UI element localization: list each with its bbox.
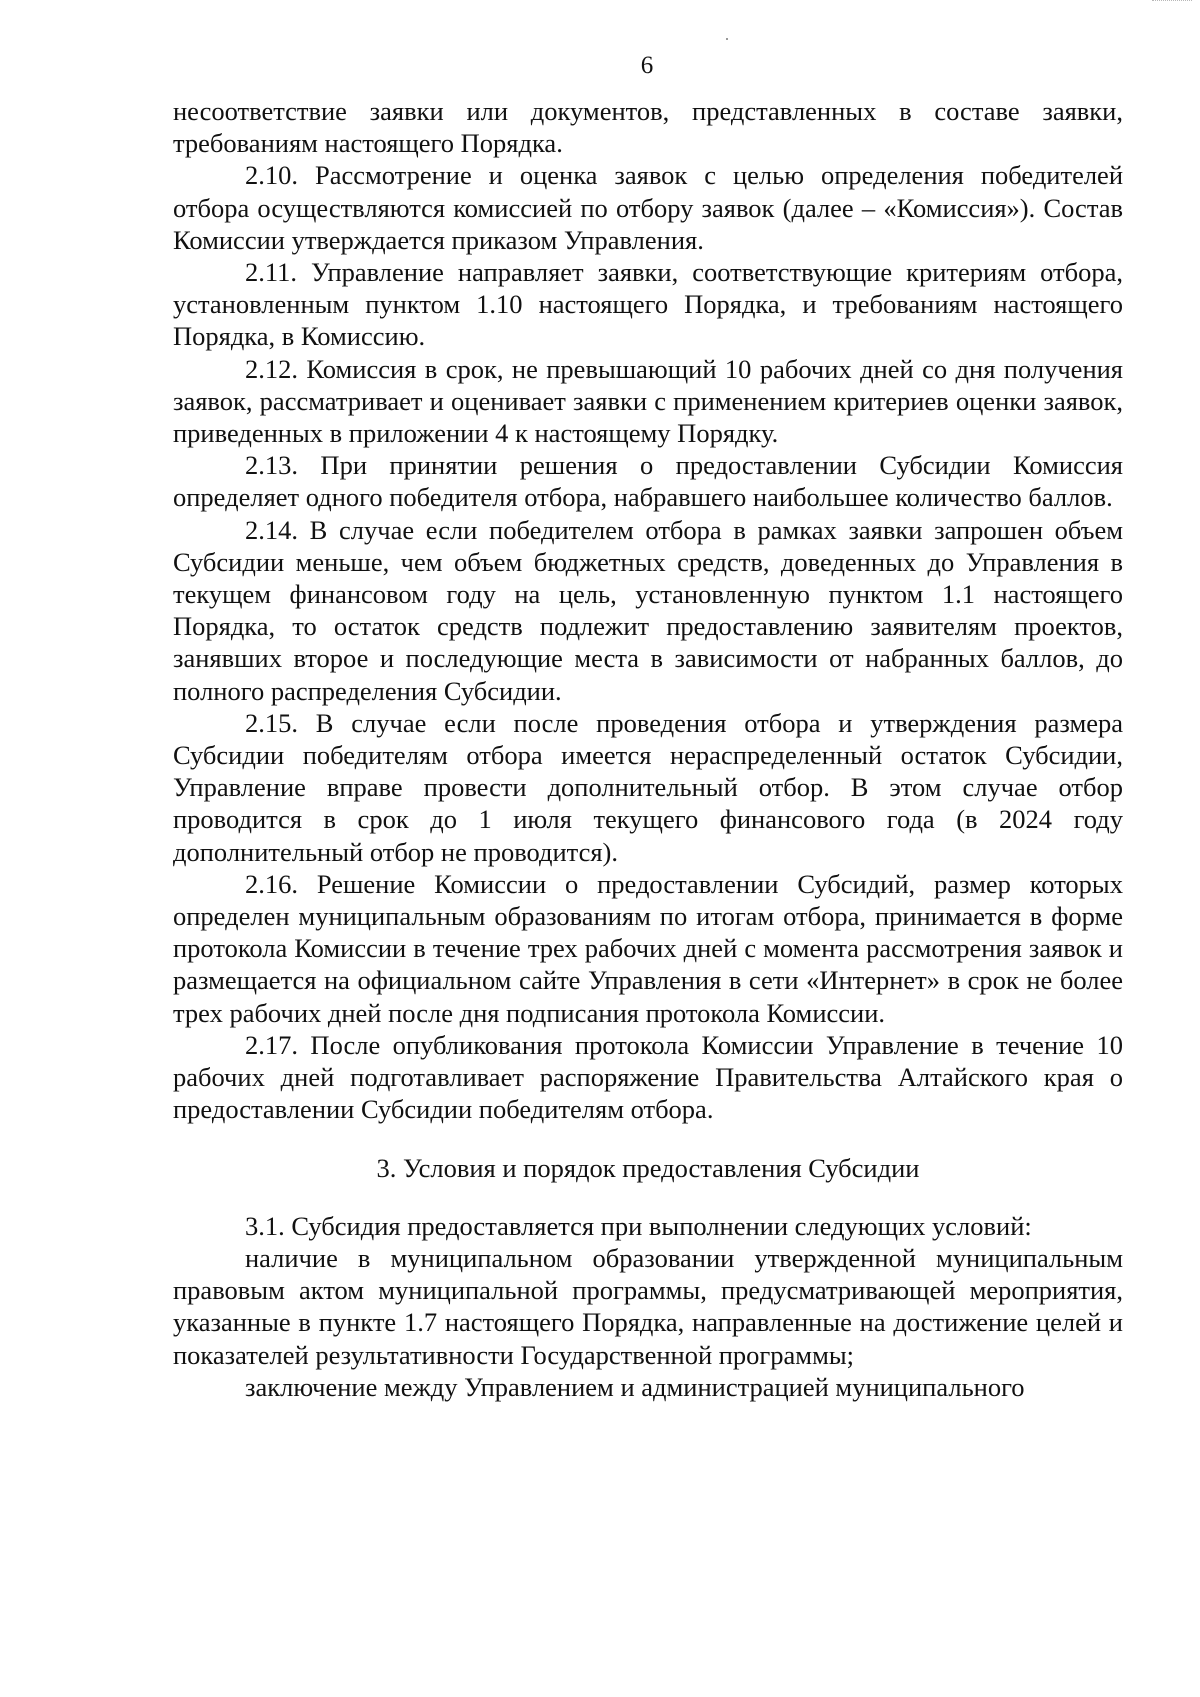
section-3-paragraphs — [173, 1210, 1123, 1403]
paragraph: 3.1. Субсидия предоставляется при выполнении следующих условий: — [245, 1210, 1032, 1241]
section-2-paragraphs — [173, 95, 1123, 1126]
paragraph: наличие в муниципальном образовании утвержденной муниципальным правовым актом муниципальной программы, предусматривающей мероприятия, указанные в пункте 1.7 настоящего Порядка, направленные на достижение целей и показателей результативности Государственной программы; — [173, 1242, 1123, 1370]
paragraph: 2.17. После опубликования протокола Комиссии Управление в течение 10 рабочих дней подготавливает распоряжение Правительства Алтайского края о предоставлении Субсидии победителям отбора. — [173, 1029, 1123, 1125]
scan-artifact — [1152, 0, 1192, 4]
paragraph: 2.10. Рассмотрение и оценка заявок с целью определения победителей отбора осуществляются комиссией по отбору заявок (далее – «Комиссия»). Состав Комиссии утверждается приказом Управления. — [173, 160, 1123, 255]
paragraph: 2.15. В случае если после проведения отбора и утверждения размера Субсидии победителям отбора имеется нераспределенный остаток Субсидии, Управление вправе провести дополнительный отбор. В этом случае отбор проводится в срок до 1 июля текущего финансового года (в 2024 году дополнительный отбор не проводится). — [173, 707, 1123, 867]
page-number: 6 — [640, 52, 654, 79]
paragraph: 2.12. Комиссия в срок, не превышающий 10 рабочих дней со дня получения заявок, рассматривает и оценивает заявки с применением критериев оценки заявок, приведенных в приложении 4 к настоящему Порядку. — [173, 353, 1123, 449]
paragraph: несоответствие заявки или документов, представленных в составе заявки, требованиям настоящего Порядка. — [173, 96, 1123, 159]
paragraph: заключение между Управлением и администрацией муниципального — [245, 1371, 1025, 1402]
paragraph: 2.16. Решение Комиссии о предоставлении Субсидий, размер которых определен муниципальным образованиям по итогам отбора, принимается в форме протокола Комиссии в течение трех рабочих дней с момента рассмотрения заявок и размещается на официальном сайте Управления в сети «Интернет» в срок не более трех рабочих дней после дня подписания протокола Комиссии. — [173, 868, 1123, 1028]
paragraph: 2.14. В случае если победителем отбора в рамках заявки запрошен объем Субсидии меньше, чем объем бюджетных средств, доведенных до Управления в текущем финансовом году на цель, установленную пунктом 1.1 настоящего Порядка, то остаток средств подлежит предоставлению заявителям проектов, занявших второе и последующие места в зависимости от набранных баллов, до полного распределения Субсидии. — [173, 514, 1123, 706]
paragraph: 2.11. Управление направляет заявки, соответствующие критериям отбора, установленным пунктом 1.10 настоящего Порядка, и требованиям настоящего Порядка, в Комиссию. — [173, 257, 1123, 352]
scan-dot — [726, 38, 728, 40]
section-heading: 3. Условия и порядок предоставления Субсидии — [376, 1152, 920, 1183]
document-body — [173, 95, 1123, 1403]
paragraph: 2.13. При принятии решения о предоставлении Субсидии Комиссия определяет одного победителя отбора, набравшего наибольшее количество баллов. — [173, 450, 1123, 513]
